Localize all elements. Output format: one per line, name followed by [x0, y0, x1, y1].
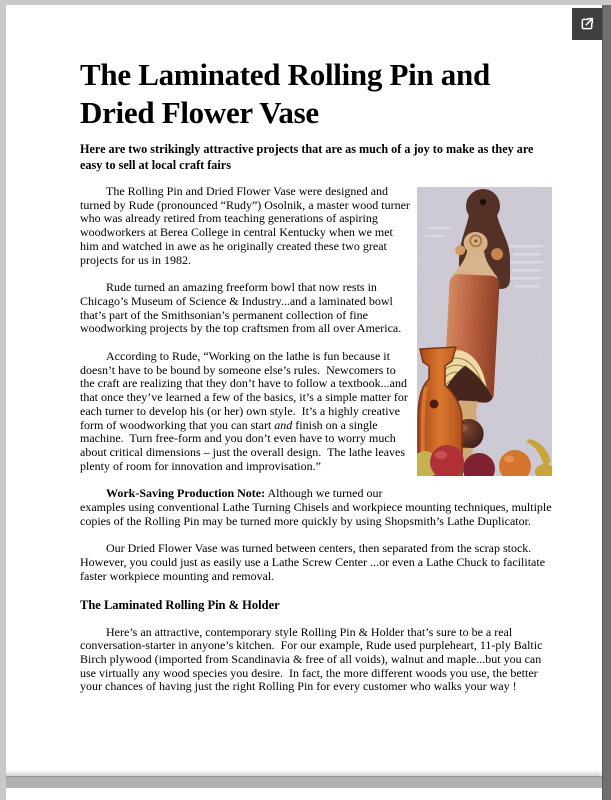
title-line-1: The Laminated Rolling Pin and	[80, 57, 490, 92]
rolling-pin-photo	[417, 187, 552, 476]
title-line-2: Dried Flower Vase	[80, 95, 319, 130]
viewer-right-strip	[602, 0, 611, 800]
paragraph-production-note: Work-Saving Production Note: Although we turned our examples using conventional Lathe Turning Chisels and workpiece mounting techniques, multiple copies of the Rolling Pin may be turned more quickly by using Shopsmith’s Lathe Duplicator.	[80, 486, 555, 528]
rolling-pin-photo-graphic	[417, 187, 552, 476]
page-separator	[0, 776, 602, 788]
section-heading: The Laminated Rolling Pin & Holder	[80, 597, 280, 612]
article-body	[80, 184, 555, 694]
viewer-frame-top	[0, 0, 611, 5]
expand-button[interactable]	[572, 8, 602, 40]
article	[80, 56, 555, 708]
paragraph-vase-note: Our Dried Flower Vase was turned between centers, then separated from the scrap stock. However, you could just as easily use a Lathe Screw Center ...or even a Lathe Chuck to facilitate faster workpiece mounting and removal.	[80, 541, 549, 583]
viewer-frame-left	[0, 0, 6, 800]
paragraph-bowls: Rude turned an amazing freeform bowl that now rests in Chicago’s Museum of Science & Industry...and a laminated bowl that’s part of the Smithsonian’s permanent collection of fine woodworking projects by the top craftsmen from all over America.	[80, 280, 402, 336]
article-title	[80, 56, 552, 132]
paragraph-intro: The Rolling Pin and Dried Flower Vase were designed and turned by Rude (pronounced “Rudy”) Osolnik, a master wood turner who was already retired from teaching generations of aspiring woodworkers at Berea College in central Kentucky when we met him and watched in awe as he originally created these two great projects for us in 1982.	[80, 184, 413, 267]
paragraph-quote: According to Rude, “Working on the lathe is fun because it doesn’t have to be bound by someone else’s rules. Newcomers to the craft are realizing that they don’t have to follow a textbook...and that once they’ve learned a few of the basics, it’s a simple matter for each turner to develop his (or her) own style. It’s a highly creative form of woodworking that you can start and finish on a single machine. Turn free-form and you don’t even have to worry much about critical dimensions – just the overall design. The lathe leaves plenty of room for innovation and improvisation.”	[80, 349, 411, 473]
next-page-top-edge	[6, 788, 602, 800]
open-in-new-icon	[579, 16, 595, 32]
article-deck: Here are two strikingly attractive projects that are as much of a joy to make as they are easy to sell at local craft fairs	[80, 142, 534, 172]
paragraph-closing: Here’s an attractive, contemporary style Rolling Pin & Holder that’s sure to be a real conversation-starter in anyone’s kitchen. For our example, Rude used purpleheart, 11-ply Baltic Birch plywood (imported from Scandinavia & free of all voids), walnut and maple...but you can use virtually any wood species you desire. In fact, the more different woods you use, the better your chances of having just the right Rolling Pin for every customer who walks your way !	[80, 624, 546, 694]
